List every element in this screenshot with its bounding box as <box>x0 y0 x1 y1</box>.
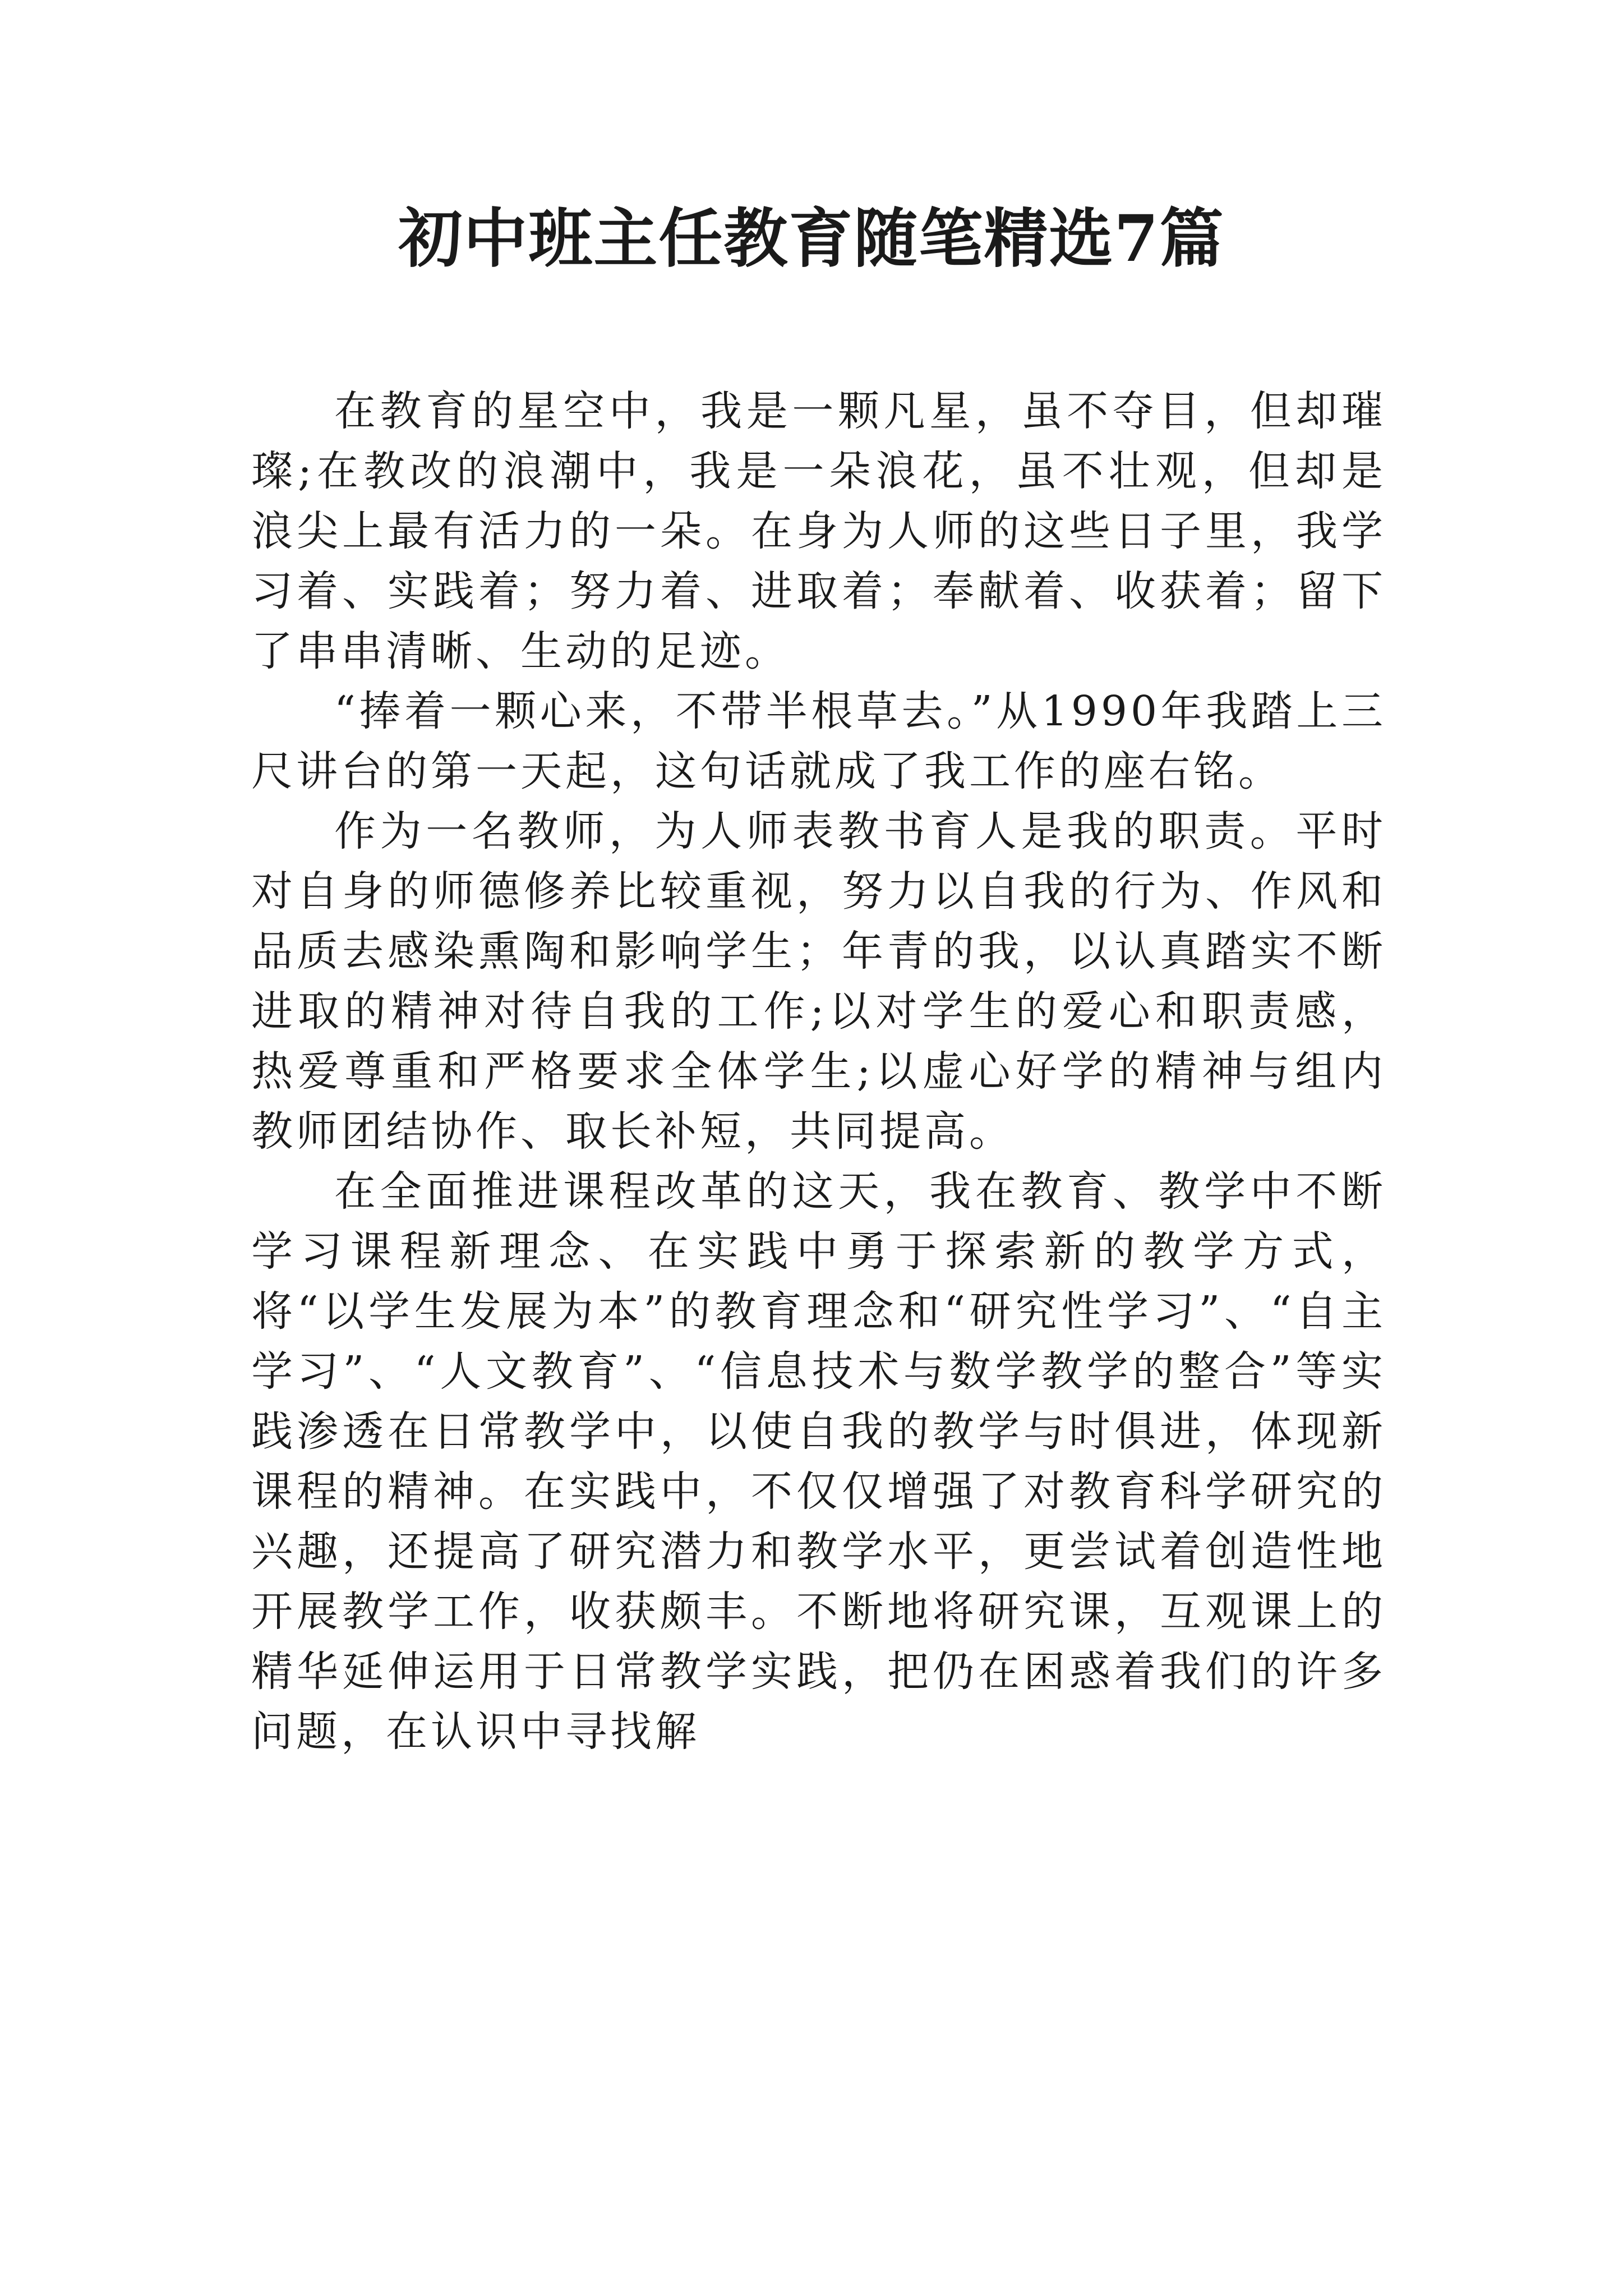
document-body <box>251 381 1386 1762</box>
paragraph-2: “捧着一颗心来，不带半根草去。”从1990年我踏上三尺讲台的第一天起，这句话就成了我工作的座右铭。 <box>251 687 1386 795</box>
paragraph-4: 在全面推进课程改革的这天，我在教育、教学中不断学习课程新理念、在实践中勇于探索新的教学方式，将“以学生发展为本”的教育理念和“研究性学习”、“自主学习”、“人文教育”、“信息技术与数学教学的整合”等实践渗透在日常教学中，以使自我的教学与时俱进，体现新课程的精神。在实践中，不仅仅增强了对教育科学研究的兴趣，还提高了研究潜力和教学水平，更尝试着创造性地开展教学工作，收获颇丰。不断地将研究课，互观课上的精华延伸运用于日常教学实践，把仍在困惑着我们的许多问题，在认识中寻找解 <box>251 1167 1386 1756</box>
paragraph-1: 在教育的星空中，我是一颗凡星，虽不夺目，但却璀璨;在教改的浪潮中，我是一朵浪花，虽不壮观，但却是浪尖上最有活力的一朵。在身为人师的这些日子里，我学习着、实践着；努力着、进取着；奉献着、收获着；留下了串串清晰、生动的足迹。 <box>251 387 1386 675</box>
document-title: 初中班主任教育随笔精选7篇 <box>398 201 1225 276</box>
paragraph-3: 作为一名教师，为人师表教书育人是我的职责。平时对自身的师德修养比较重视，努力以自我的行为、作风和品质去感染熏陶和影响学生；年青的我，以认真踏实不断进取的精神对待自我的工作;以对学生的爱心和职责感，热爱尊重和严格要求全体学生;以虚心好学的精神与组内教师团结协作、取长补短，共同提高。 <box>251 807 1386 1156</box>
